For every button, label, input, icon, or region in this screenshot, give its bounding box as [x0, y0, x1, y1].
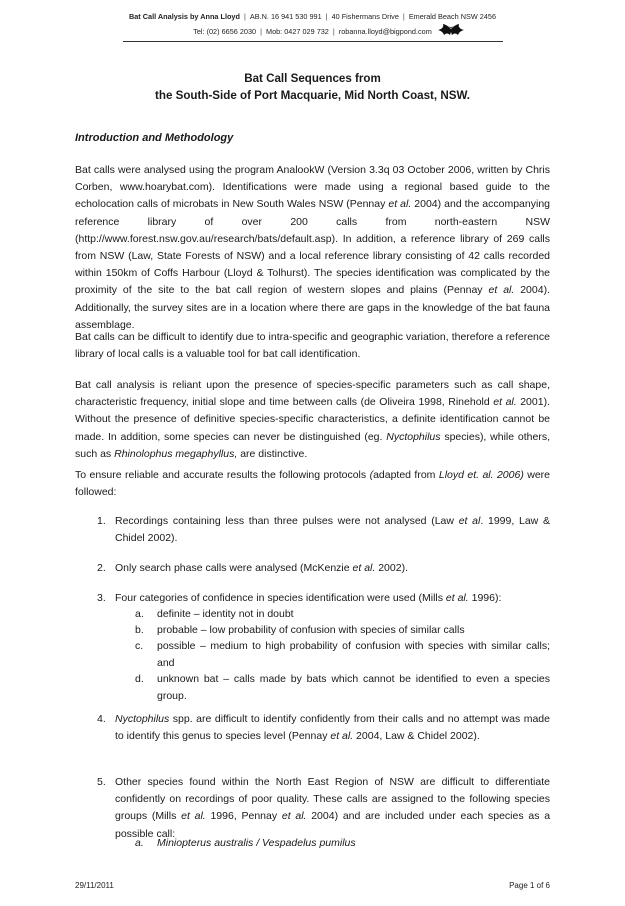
- italic-run: et al.: [388, 198, 412, 211]
- sub-letter: a.: [135, 837, 144, 849]
- text-run: 2002).: [375, 562, 408, 574]
- italic-run: et al: [458, 515, 481, 527]
- italic-run: et al.: [445, 592, 469, 604]
- protocol-list: [75, 0, 550, 906]
- list-number: 3.: [97, 592, 106, 604]
- sub-text: unknown bat – calls made by bats which cannot be identified to even a species group.: [157, 673, 550, 703]
- italic-run: et al.: [488, 284, 515, 297]
- text-run: To ensure reliable and accurate results the following protocols: [75, 469, 370, 481]
- italic-run: Rhinolophus megaphyllus,: [114, 447, 238, 460]
- text-run: 1996, Pennay: [205, 810, 282, 823]
- text-run: Four categories of confidence in species identification were used (Mills: [115, 592, 446, 604]
- text-run: are distinctive.: [237, 447, 308, 460]
- sub-text: Miniopterus australis / Vespadelus pumilus: [157, 837, 356, 849]
- company-name: Bat Call Analysis by Anna Lloyd: [128, 12, 240, 21]
- italic-run: et al.: [281, 810, 307, 823]
- phone: Tel: (02) 6656 2030: [193, 27, 257, 36]
- title-line-1: Bat Call Sequences from: [244, 72, 381, 85]
- text-run: 2004) and the accompanying reference library of over 200 calls from north-eastern NSW (http://www.forest.nsw.gov.au/research/bats/default.asp). In addition, a reference library of 269 calls from NSW (Law, State Forests of NSW) and a local reference library consisting of 42 calls recorded within 150km of Coffs Harbour (Lloyd & Tolhurst). The species identification was complicated by the proximity of the site to the bat call region of western slopes and plains (Pennay: [75, 198, 550, 297]
- text-run: spp. are difficult to identify confidently from their calls and no attempt was made to identify this genus to species level (Pennay: [115, 713, 550, 743]
- text-run: 2001). Without the presence of definitive species-specific characteristics, a definite identification cannot be made. In addition, some species can never be distinguished (eg.: [75, 396, 550, 443]
- italic-run: et al.: [181, 810, 206, 823]
- list-item-text: [115, 590, 550, 607]
- footer-date: 29/11/2011: [75, 881, 114, 890]
- email: robanna.lloyd@bigpond.com: [338, 27, 432, 36]
- sub-text: probable – low probability of confusion with species of similar calls: [157, 624, 465, 636]
- text-run: 2004) and are included under each species as a possible call:: [115, 810, 551, 840]
- text-run: Only search phase calls were analysed (McKenzie: [115, 562, 353, 574]
- paragraph-2: Bat calls can be difficult to identify due to intra-specific and geographic variation, therefore a reference library of local calls is a valuable tool for bat call identification.: [75, 331, 550, 361]
- letterhead-line-2: Tel: (02) 6656 2030 | Mob: 0427 029 732 | robanna.lloyd@bigpond.com: [193, 27, 432, 36]
- title-line-2: the South-Side of Port Macquarie, Mid North Coast, NSW.: [155, 89, 470, 102]
- italic-run: Nyctophilus: [115, 713, 170, 725]
- list-item-text: [115, 774, 550, 843]
- list-item-text: [115, 513, 550, 547]
- mobile: Mob: 0427 029 732: [265, 27, 329, 36]
- list-number: 1.: [97, 515, 106, 527]
- sub-text: possible – medium to high probability of confusion with species with similar calls; and: [157, 640, 550, 670]
- address-town: Emerald Beach NSW 2456: [408, 12, 497, 21]
- italic-run: (: [369, 469, 374, 481]
- italic-run: et al.: [352, 562, 376, 574]
- sub-letter: b.: [135, 624, 144, 636]
- footer-page-number: Page 1 of 6: [509, 881, 550, 890]
- italic-run: Lloyd et. al. 2006): [438, 469, 524, 481]
- text-run: Bat calls were analysed using the program AnalookW (Version 3.3q 03 October 2006, written by Chris Corben, www.hoarybat.com). Identifications were made using a regional based guide to the echolocation calls of microbats in New South Wales NSW (Pennay: [75, 164, 550, 211]
- list-item-text: [115, 711, 550, 745]
- list-number: 2.: [97, 562, 106, 574]
- text-run: were followed:: [75, 469, 551, 499]
- address-street: 40 Fishermans Drive: [331, 12, 399, 21]
- italic-run: et al.: [330, 730, 354, 743]
- text-run: Bat call analysis is reliant upon the presence of species-specific parameters such as call shape, characteristic frequency, initial slope and time between calls (de Oliveira 1998, Rinehold: [75, 379, 550, 409]
- sub-text: definite – identity not in doubt: [157, 608, 294, 620]
- list-number: 4.: [97, 713, 106, 725]
- text-run: Recordings containing less than three pulses were not analysed (Law: [115, 515, 459, 527]
- sub-letter: c.: [135, 640, 144, 652]
- list-number: 5.: [97, 776, 106, 788]
- list-item-text: [115, 560, 550, 577]
- italic-run: et al.: [493, 396, 517, 409]
- text-run: species), while others, such as: [75, 430, 550, 460]
- sub-letter: d.: [135, 673, 144, 685]
- text-run: 2004). Additionally, the survey sites are in a location where there are gaps in the knowledge of the bat fauna assemblage.: [75, 284, 550, 331]
- sub-letter: a.: [135, 608, 144, 620]
- abn: AB.N. 16 941 530 991: [249, 12, 322, 21]
- text-run: . 1999, Law & Chidel 2002).: [115, 515, 550, 545]
- letterhead-line-1: Bat Call Analysis by Anna Lloyd | AB.N. 16 941 530 991 | 40 Fishermans Drive | Emerald Beach NSW 2456: [128, 12, 497, 21]
- text-run: 1996):: [468, 592, 502, 604]
- text-run: Other species found within the North East Region of NSW are difficult to differentiate confidently on recordings of poor quality. These calls are assigned to the following species groups (Mills: [115, 776, 550, 823]
- text-run: adapted from: [373, 469, 439, 481]
- section-heading: Introduction and Methodology: [75, 132, 234, 144]
- italic-run: Nyctophilus: [386, 430, 441, 443]
- text-run: 2004, Law & Chidel 2002).: [353, 730, 480, 743]
